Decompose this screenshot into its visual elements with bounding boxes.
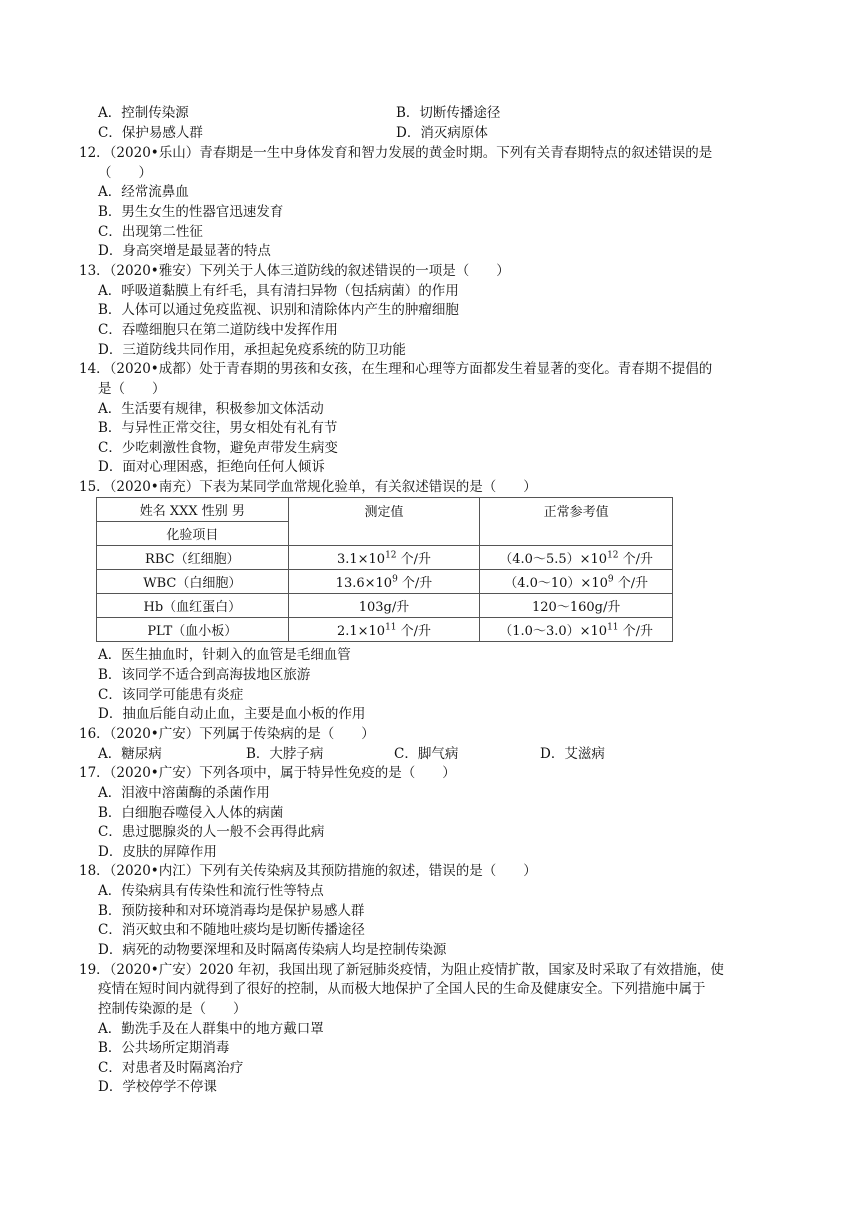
q16-option-b: B．大脖子病: [246, 746, 324, 762]
table-header-measured: 测定值: [288, 498, 480, 546]
q18-option-b: B．预防接种和对环境消毒均是保护易感人群: [98, 903, 365, 919]
table-cell-item: RBC（红细胞）: [97, 546, 289, 570]
table-row: [97, 546, 673, 570]
q12-stem: 12．（2020•乐山）青春期是一生中身体发育和智力发展的黄金时期。下列有关青春期特点的叙述错误的是: [79, 145, 713, 161]
q17-option-b: B．白细胞吞噬侵入人体的病菌: [98, 805, 284, 821]
q17-option-d: D．皮肤的屏障作用: [98, 844, 217, 860]
q12-option-a: A．经常流鼻血: [98, 184, 189, 200]
table-header-item: 化验项目: [97, 522, 289, 546]
table-header-patient: 姓名 XXX 性别 男: [97, 498, 289, 522]
q16-option-d: D．艾滋病: [540, 746, 605, 762]
q12-stem-cont: （ ）: [98, 165, 152, 181]
q19-stem: 19．（2020•广安）2020 年初，我国出现了新冠肺炎疫情，为阻止疫情扩散，国家及时采取了有效措施，使: [79, 962, 724, 978]
q14-option-a: A．生活要有规律，积极参加文体活动: [98, 401, 324, 417]
q13-option-c: C．吞噬细胞只在第二道防线中发挥作用: [98, 322, 338, 338]
q18-option-c: C．消灭蚊虫和不随地吐痰均是切断传播途径: [98, 922, 365, 938]
q17-stem: 17．（2020•广安）下列各项中，属于特异性免疫的是（ ）: [79, 765, 456, 781]
q14-stem: 14．（2020•成都）处于青春期的男孩和女孩，在生理和心理等方面都发生着显著的变化。青春期不提倡的: [79, 361, 713, 377]
table-header-reference: 正常参考值: [480, 498, 673, 546]
q15-option-d: D．抽血后能自动止血，主要是血小板的作用: [98, 706, 366, 722]
q14-option-b: B．与异性正常交往，男女相处有礼有节: [98, 420, 338, 436]
q15-stem: 15．（2020•南充）下表为某同学血常规化验单，有关叙述错误的是（ ）: [79, 479, 537, 495]
q11-option-d: D．消灭病原体: [396, 125, 488, 141]
q14-stem-cont: 是（ ）: [98, 381, 166, 397]
table-row: [97, 570, 673, 594]
q13-option-d: D．三道防线共同作用，承担起免疫系统的防卫功能: [98, 342, 406, 358]
q15-option-b: B．该同学不适合到高海拔地区旅游: [98, 667, 311, 683]
q13-option-b: B．人体可以通过免疫监视、识别和清除体内产生的肿瘤细胞: [98, 302, 459, 318]
table-cell-measured: $13.6\times 10^9$ 个/升: [288, 570, 480, 594]
q11-option-b: B．切断传播途径: [396, 105, 501, 121]
q19-option-a: A．勤洗手及在人群集中的地方戴口罩: [98, 1021, 324, 1037]
q16-option-c: C．脚气病: [394, 746, 459, 762]
q19-option-b: B．公共场所定期消毒: [98, 1040, 230, 1056]
q17-option-a: A．泪液中溶菌酶的杀菌作用: [98, 785, 270, 801]
q11-option-a: A．控制传染源: [98, 105, 189, 121]
table-cell-measured: $2.1\times 10^{11}$ 个/升: [288, 618, 480, 642]
q15-option-c: C．该同学可能患有炎症: [98, 687, 244, 703]
q19-option-c: C．对患者及时隔离治疗: [98, 1060, 244, 1076]
q14-option-c: C．少吃刺激性食物，避免声带发生病变: [98, 440, 338, 456]
table-cell-item: WBC（白细胞）: [97, 570, 289, 594]
table-row: [97, 594, 673, 618]
blood-test-table: [96, 497, 673, 642]
table-cell-reference: $(1.0\sim 3.0)\times 10^{11}$ 个/升: [480, 618, 673, 642]
table-cell-reference: $(4.0\sim 5.5)\times 10^{12}$ 个/升: [480, 546, 673, 570]
table-cell-reference: $(4.0\sim 10)\times 10^9$ 个/升: [480, 570, 673, 594]
q13-option-a: A．呼吸道黏膜上有纤毛，具有清扫异物（包括病菌）的作用: [98, 283, 459, 299]
q12-option-c: C．出现第二性征: [98, 224, 203, 240]
q16-stem: 16．（2020•广安）下列属于传染病的是（ ）: [79, 726, 375, 742]
table-cell-item: Hb（血红蛋白）: [97, 594, 289, 618]
q16-option-a: A．糖尿病: [98, 746, 162, 762]
q19-stem-cont1: 疫情在短时间内就得到了很好的控制，从而极大地保护了全国人民的生命及健康安全。下列措施中属于: [98, 981, 706, 997]
table-cell-item: PLT（血小板）: [97, 618, 289, 642]
q19-option-d: D．学校停学不停课: [98, 1079, 217, 1095]
q18-option-d: D．病死的动物要深埋和及时隔离传染病人均是控制传染源: [98, 942, 447, 958]
q15-option-a: A．医生抽血时，针刺入的血管是毛细血管: [98, 647, 351, 663]
q12-option-d: D．身高突增是最显著的特点: [98, 243, 271, 259]
q18-option-a: A．传染病具有传染性和流行性等特点: [98, 883, 324, 899]
q19-stem-cont2: 控制传染源的是（ ）: [98, 1001, 247, 1017]
q13-stem: 13．（2020•雅安）下列关于人体三道防线的叙述错误的一项是（ ）: [79, 263, 510, 279]
q12-option-b: B．男生女生的性器官迅速发育: [98, 204, 284, 220]
q11-option-c: C．保护易感人群: [98, 125, 203, 141]
table-cell-measured: $3.1\times 10^{12}$ 个/升: [288, 546, 480, 570]
q17-option-c: C．患过腮腺炎的人一般不会再得此病: [98, 824, 325, 840]
table-row: [97, 618, 673, 642]
q18-stem: 18．（2020•内江）下列有关传染病及其预防措施的叙述，错误的是（ ）: [79, 863, 537, 879]
table-cell-reference: 120～160g/升: [480, 594, 673, 618]
table-cell-measured: 103g/升: [288, 594, 480, 618]
q14-option-d: D．面对心理困惑，拒绝向任何人倾诉: [98, 459, 325, 475]
